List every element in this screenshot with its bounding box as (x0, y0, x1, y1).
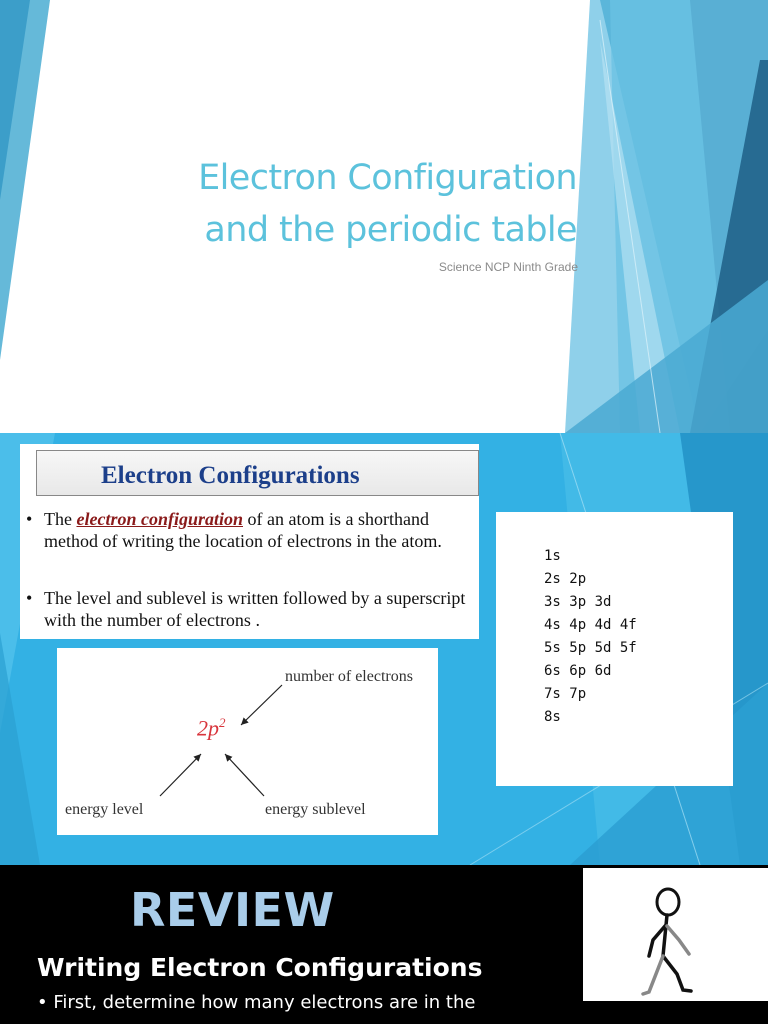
notation-diagram (57, 648, 438, 835)
orbital-row: 3s 3p 3d (544, 594, 612, 610)
orbital-row: 6s 6p 6d (544, 663, 612, 679)
bullet-2-text: The level and sublevel is written followed by a superscript with the number of electrons . (44, 588, 466, 630)
slide-review (0, 865, 768, 1024)
bullet-symbol: • (26, 509, 33, 529)
orbital-row: 2s 2p (544, 571, 587, 587)
label-energy-sublevel: energy sublevel (265, 801, 366, 818)
formula-2p2 (197, 715, 226, 741)
formula-base: 2p (197, 715, 219, 741)
orbital-row: 8s (544, 709, 561, 725)
orbital-filling-list (496, 512, 733, 786)
slide-1-title-line-1: Electron Configuration (198, 158, 577, 198)
review-body-text: • First, determine how many electrons are in the (37, 992, 476, 1013)
slide-electron-configurations (0, 433, 768, 865)
slide-1-title-line-2: and the periodic table (204, 210, 577, 250)
orbital-row: 1s (544, 548, 561, 564)
bullet-1-emphasis: electron configuration (76, 509, 243, 529)
label-number-of-electrons: number of electrons (285, 668, 413, 685)
electron-configuration-definition-card (20, 444, 479, 639)
bullet-1-prefix: The (44, 509, 77, 529)
definition-bullet-1 (26, 508, 466, 552)
definition-bullet-2 (26, 587, 466, 631)
slide-1-subtitle: Science NCP Ninth Grade (438, 260, 578, 274)
formula-superscript: 2 (219, 715, 226, 730)
card-header (36, 450, 479, 496)
bullet-symbol: • (26, 588, 33, 608)
orbital-row: 5s 5p 5d 5f (544, 640, 637, 656)
bullet-1-suffix: of an atom is a shorthand method of writing the location of electrons in the atom. (44, 509, 442, 551)
stick-figure-image (583, 868, 768, 1001)
card-header-title: Electron Configurations (101, 462, 360, 489)
orbital-row: 7s 7p (544, 686, 587, 702)
stick-figure-walking-icon (583, 868, 768, 1001)
slide-title (0, 0, 768, 433)
slide-1-title (198, 152, 577, 256)
label-energy-level: energy level (65, 801, 144, 818)
review-subtitle: Writing Electron Configurations (37, 953, 483, 982)
review-title: REVIEW (130, 883, 335, 937)
orbital-row: 4s 4p 4d 4f (544, 617, 637, 633)
